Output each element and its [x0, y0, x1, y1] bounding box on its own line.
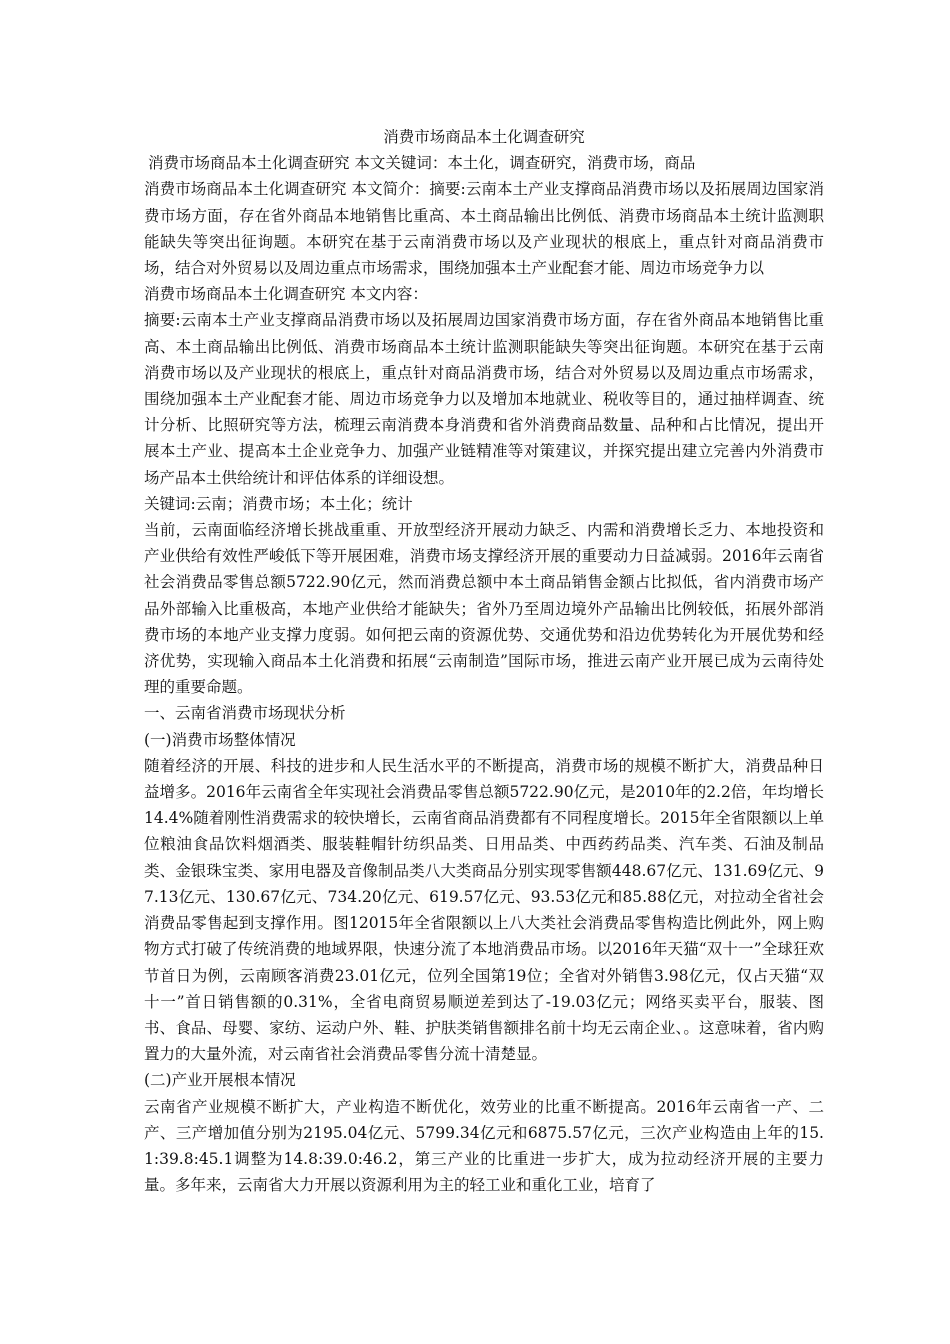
subsection-heading-1: (一)消费市场整体情况 [144, 730, 296, 749]
subsection-heading-2: (二)产业开展根本情况 [144, 1071, 296, 1090]
keywords-paragraph: 关键词:云南；消费市场；本土化；统计 [144, 494, 413, 513]
intro-paragraph: 当前，云南面临经济增长挑战重重、开放型经济开展动力缺乏、内需和消费增长乏力、本地投资和产业供给有效性严峻低下等开展困难，消费市场支撑经济开展的重要动力日益减弱。2016年云南省社会消费品零售总额5722.90亿元，然而消费总额中本土商品销售金额占比拟低，省内消费市场产品外部输入比重极高，本地产业供给才能缺失；省外乃至周边境外产品输出比例较低，拓展外部消费市场的本地产业支撑力度弱。如何把云南的资源优势、交通优势和沿边优势转化为开展优势和经济优势，实现输入商品本土化消费和拓展“云南制造”国际市场，推进云南产业开展已成为云南待处理的重要命题。 [144, 521, 824, 697]
market-overview-paragraph: 随着经济的开展、科技的进步和人民生活水平的不断提高，消费市场的规模不断扩大，消费品种日益增多。2016年云南省全年实现社会消费品零售总额5722.90亿元，是2010年的2.2倍，年均增长14.4%随着刚性消费需求的较快增长，云南省商品消费都有不同程度增长。2015年全省限额以上单位粮油食品饮料烟酒类、服装鞋帽针纺织品类、日用品类、中西药药品类、汽车类、石油及制品类、金银珠宝类、家用电器及音像制品类八大类商品分别实现零售额448.67亿元、131.69亿元、97.13亿元、130.67亿元、734.20亿元、619.57亿元、93.53亿元和85.88亿元，对拉动全省社会消费品零售起到支撑作用。图12015年全省限额以上八大类社会消费品零售构造比例此外，网上购物方式打破了传统消费的地域界限，快速分流了本地消费品市场。以2016年天猫“双十一”全球狂欢节首日为例，云南顾客消费23.01亿元，位列全国第19位；全省对外销售3.98亿元，仅占天猫“双十一”首日销售额的0.31%，全省电商贸易顺逆差到达了-19.03亿元；网络买卖平台，服装、图书、食品、母婴、家纺、运动户外、鞋、护肤类销售额排名前十均无云南企业、。这意味着，省内购置力的大量外流，对云南省社会消费品零售分流十清楚显。 [144, 756, 824, 1064]
industry-paragraph: 云南省产业规模不断扩大，产业构造不断优化，效劳业的比重不断提高。2016年云南省一产、二产、三产增加值分别为2195.04亿元、5799.34亿元和6875.57亿元，三次产业构造由上年的15.1:39.8:45.1调整为14.8:39.0:46.2，第三产业的比重进一步扩大，成为拉动经济开展的主要力量。多年来，云南省大力开展以资源利用为主的轻工业和重化工业，培育了 [144, 1097, 824, 1195]
summary-paragraph: 消费市场商品本土化调查研究 本文简介：摘要:云南本土产业支撑商品消费市场以及拓展周边国家消费市场方面，存在省外商品本地销售比重高、本土商品输出比例低、消费市场商品本土统计监测职能缺失等突出征询题。本研究在基于云南消费市场以及产业现状的根底上，重点针对商品消费市场，结合对外贸易以及周边重点市场需求，围绕加强本土产业配套才能、周边市场竞争力以 [144, 180, 824, 278]
document-page [144, 124, 824, 1198]
section-heading-1: 一、云南省消费市场现状分析 [144, 704, 346, 723]
content-heading: 消费市场商品本土化调查研究 本文内容： [144, 285, 428, 304]
keywords-line: 消费市场商品本土化调查研究 本文关键词：本土化，调查研究，消费市场，商品 [148, 154, 696, 173]
abstract-paragraph: 摘要:云南本土产业支撑商品消费市场以及拓展周边国家消费市场方面，存在省外商品本地销售比重高、本土商品输出比例低、消费市场商品本土统计监测职能缺失等突出征询题。本研究在基于云南消费市场以及产业现状的根底上，重点针对商品消费市场，结合对外贸易以及周边重点市场需求，围绕加强本土产业配套才能、周边市场竞争力以及增加本地就业、税收等目的，通过抽样调查、统计分析、比照研究等方法，梳理云南消费本身消费和省外消费商品数量、品种和占比情况，提出开展本土产业、提高本土企业竞争力、加强产业链精准等对策建议，并探究提出建立完善内外消费市场产品本土供给统计和评估体系的详细设想。 [144, 311, 824, 487]
document-title: 消费市场商品本土化调查研究 [383, 128, 585, 146]
